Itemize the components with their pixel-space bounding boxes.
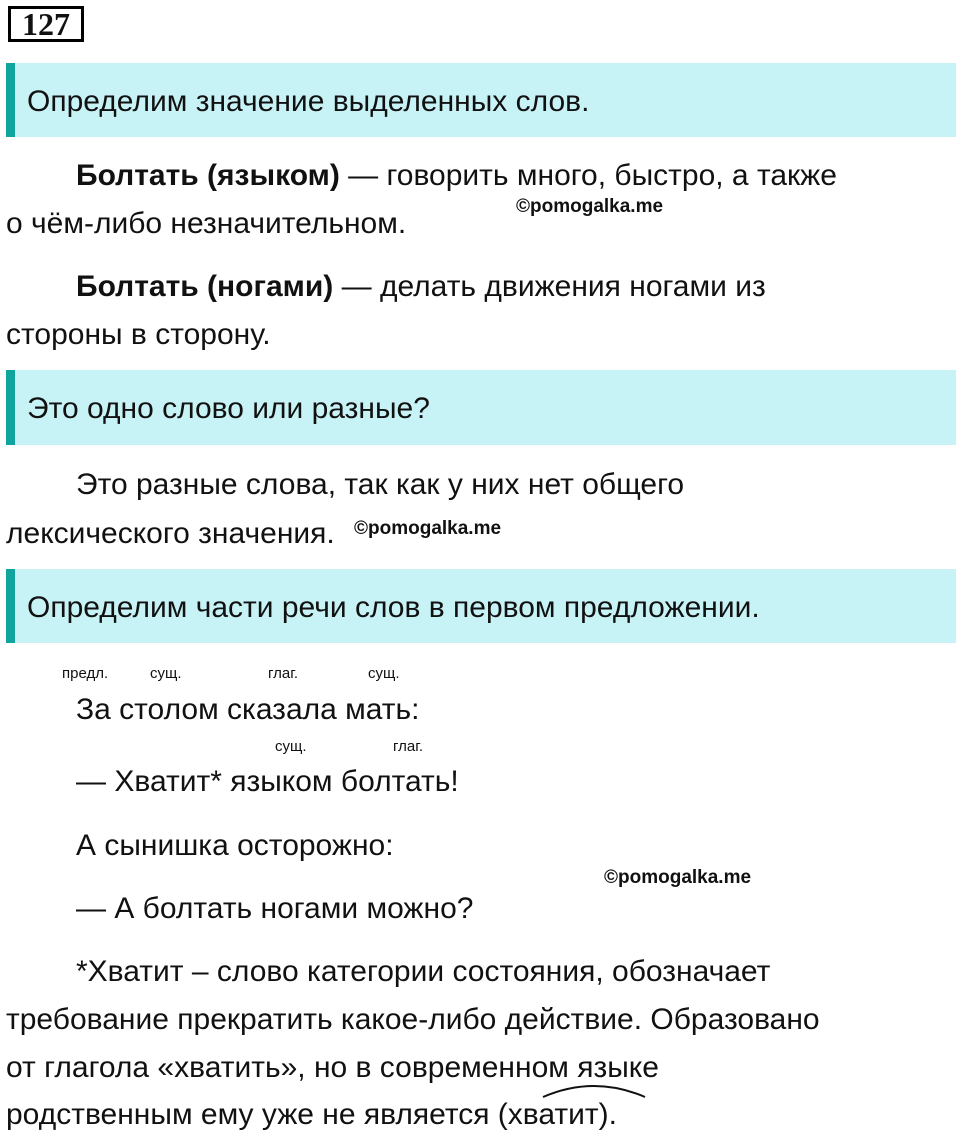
definition-2-line-2: стороны в сторону. xyxy=(6,318,271,351)
watermark: ©pomogalka.me xyxy=(516,196,664,217)
definition-2-term: Болтать (ногами) xyxy=(76,270,334,303)
pos-label: глаг. xyxy=(393,738,424,755)
pos-label: предл. xyxy=(62,665,109,682)
pos-label: сущ. xyxy=(368,665,400,682)
section-heading-3-text: Определим части речи слов в первом предложении. xyxy=(27,591,760,624)
pos-label: глаг. xyxy=(268,665,299,682)
note-line-2: требование прекратить какое-либо действие. Образовано xyxy=(6,1003,820,1036)
answer-line-1: Это разные слова, так как у них нет общего xyxy=(76,468,685,501)
section-heading-1 xyxy=(6,63,956,137)
note-line-4 xyxy=(6,1097,617,1133)
note-line-4-suffix: ). xyxy=(598,1098,617,1131)
section-heading-2-text: Это одно слово или разные? xyxy=(27,392,430,425)
section-heading-3 xyxy=(6,569,956,643)
watermark: ©pomogalka.me xyxy=(604,867,752,888)
root-arc-icon xyxy=(540,1081,648,1099)
section-heading-2 xyxy=(6,370,956,445)
definition-2-text: — делать движения ногами из xyxy=(333,270,766,303)
note-line-3: от глагола «хватить», но в современном языке xyxy=(6,1051,659,1084)
poem-line-3: А сынишка осторожно: xyxy=(76,829,394,862)
watermark: ©pomogalka.me xyxy=(354,518,502,539)
poem-line-1: За столом сказала мать: xyxy=(76,693,420,726)
poem-line-4: — А болтать ногами можно? xyxy=(76,892,474,925)
poem-line-2: — Хватит* языком болтать! xyxy=(76,765,459,798)
definition-1-line-2: о чём-либо незначительном. xyxy=(6,207,407,240)
answer-line-2: лексического значения. xyxy=(6,517,335,550)
pos-label: сущ. xyxy=(275,738,307,755)
note-line-4-prefix: родственным ему уже не является ( xyxy=(6,1098,508,1131)
pos-label: сущ. xyxy=(150,665,182,682)
definition-1-term: Болтать (языком) xyxy=(76,159,340,192)
task-number: 127 xyxy=(8,6,84,42)
section-heading-1-text: Определим значение выделенных слов. xyxy=(27,85,590,118)
root-word: хватит xyxy=(507,1098,599,1131)
note-line-1: *Хватит – слово категории состояния, обозначает xyxy=(76,955,771,988)
definition-2-line-1 xyxy=(76,269,766,305)
definition-1-line-1 xyxy=(76,158,837,194)
definition-1-text: — говорить много, быстро, а также xyxy=(339,159,837,192)
